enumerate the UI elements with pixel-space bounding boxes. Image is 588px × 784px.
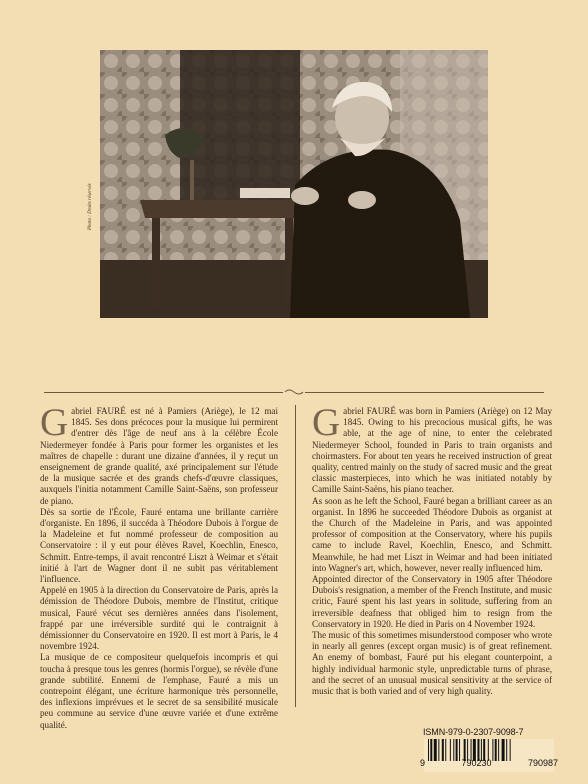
english-paragraph-4: The music of this sometimes misunderstood composer who wrote in nearly all genres (except organ music) is of great refinement. An enemy of bombast, Fauré put his elegant counterpoint, a highly individual harmonic style, unpredictable turns of phrase, and the secret of an unusual musical sensitivity at the service of music that is both varied and of very high quality. [312,630,552,697]
ismn-label: ISMN-979-0-2307-9098-7 [423,727,524,737]
french-paragraph-4: La musique de ce compositeur quelquefois incompris et qui toucha à presque tous les genres (hormis l'orgue), se révèle d'une grande subtilité. Ennemi de l'emphase, Fauré a mis un contrepoint élégant, une écriture harmonique très personnelle, des inflexions imprévues et le secret de sa sensibilité musicale peu commune au service d'une œuvre variée et d'une extrême qualité. [40,652,278,730]
drop-cap-french: G [40,401,69,444]
french-paragraph-3: Appelé en 1905 à la direction du Conservatoire de Paris, après la démission de Théodore Dubois, membre de l'Institut, critique musical, Fauré vécut ses dernières années dans l'isolement, frappé par une irréversible surdité qui le contraignit à démissionner du Conservatoire en 1920. Il est mort à Paris, le 4 novembre 1924. [40,585,278,652]
english-paragraph-2: As soon as he left the School, Fauré began a brilliant career as an organist. In 1896 he succeeded Théodore Dubois as organist at the Church of the Madeleine in Paris, and was appointed professor of composition at the Conservatory, where his pupils came to include Ravel, Koechlin, Enesco, and Schmitt. Meanwhile, he had met Liszt in Weimar and had been initiated into Wagner's art, which, however, never really influenced him. [312,495,552,573]
divider-ornament [283,388,305,396]
french-paragraph-1: Gabriel FAURÉ est né à Pamiers (Ariège), le 12 mai 1845. Ses dons précoces pour la musique lui permirent d'entrer dès l'âge de neuf ans à la célèbre École Niedermeyer fondée à Paris pour former les organistes et les maîtres de chapelle : durant une dizaine d'années, il y reçut un enseignement de grande qualité, axé principalement sur l'étude de la musique sacrée et des grands chefs-d'œuvre classiques, auxquels l'initia notamment Camille Saint-Saëns, son professeur de piano. [40,401,278,506]
drop-cap-english: G [312,401,341,444]
english-biography [312,401,552,697]
barcode-digits [420,758,558,768]
french-biography [40,401,278,731]
photo-image [100,50,488,318]
english-paragraph-3: Appointed director of the Conservatory in 1905 after Théodore Dubois's resignation, a member of the French Institute, and music critic, Fauré spent his last years in solitude, suffering from an irreversible deafness that obliged him to resign from the Conservatory in 1920. He died in Paris on 4 November 1924. [312,574,552,629]
barcode-digit-lead: 9 [420,758,426,768]
composer-photo [100,50,488,318]
french-paragraph-2: Dès sa sortie de l'École, Fauré entama une brillante carrière d'organiste. En 1896, il succéda à Théodore Dubois à l'orgue de la Madeleine et fut nommé professeur de composition au Conservatoire : il y eut pour élèves Ravel, Koechlin, Enesco, Schmitt. Entre-temps, il avait rencontré Liszt à Weimar et s'était initié à l'art de Wagner dont il ne subit pas véritablement l'influence. [40,506,278,585]
photo-credit: Photo : Droits réservés [88,183,93,230]
english-paragraph-1: Gabriel FAURÉ was born in Pamiers (Ariège) on 12 May 1845. Owing to his precocious musical gifts, he was able, at the age of nine, to enter the celebrated Niedermeyer School, founded in Paris to train organists and choirmasters. For about ten years he received instruction of great quality, centred mainly on the study of sacred music and the great classic masterpieces, into which he was initiated notably by Camille Saint-Saëns, his piano teacher. [312,401,552,495]
barcode-digit-group-1: 790230 [461,758,492,768]
column-divider [295,405,296,707]
barcode-digit-group-2: 790987 [527,758,558,768]
